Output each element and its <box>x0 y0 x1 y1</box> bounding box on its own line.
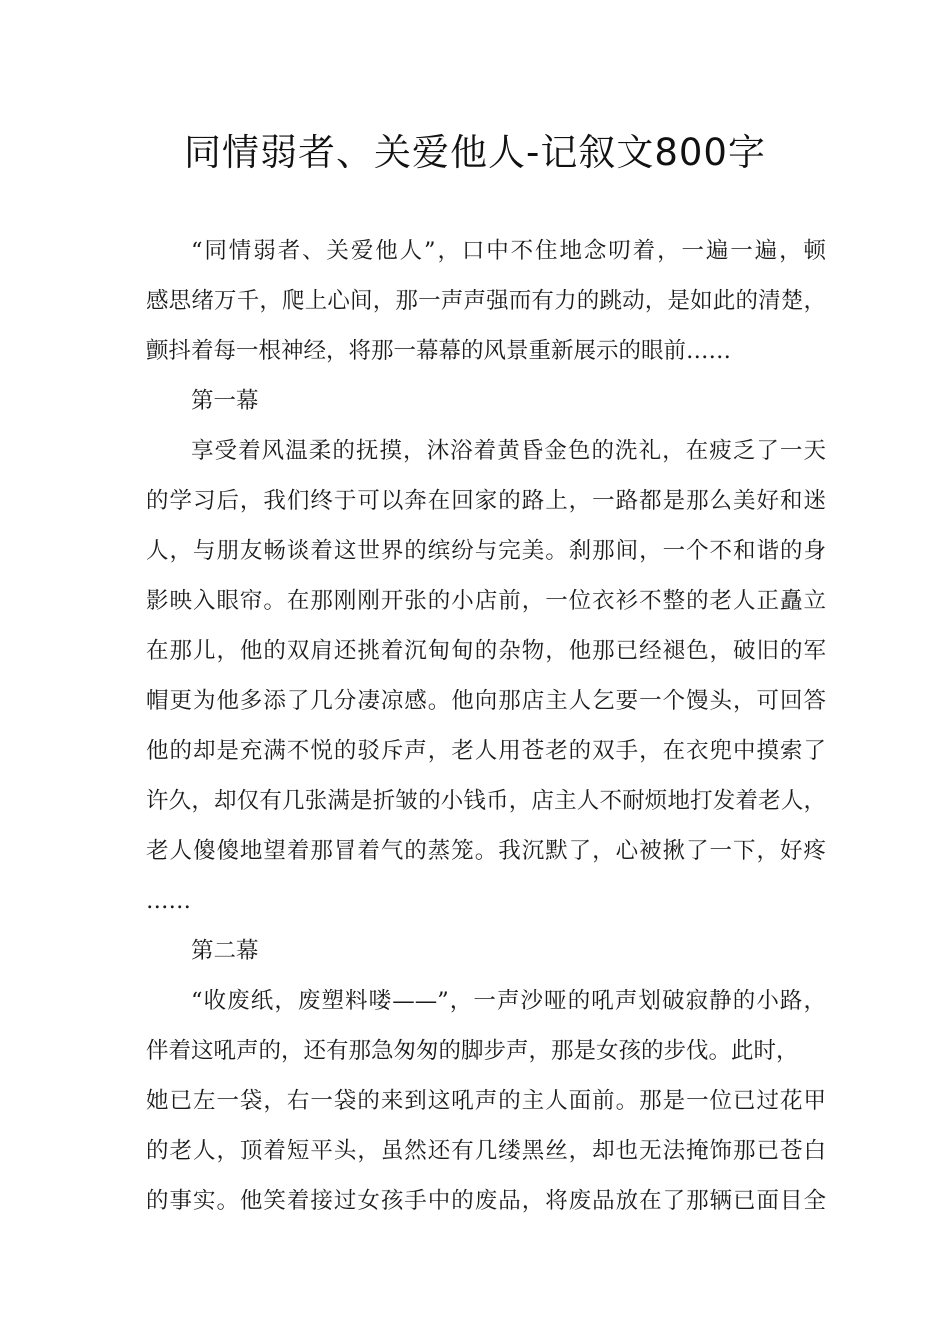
text-line: 他的却是充满不悦的驳斥声，老人用苍老的双手，在衣兜中摸索了 <box>146 738 826 764</box>
text-line: 第一幕 <box>191 388 259 414</box>
text-line: “收废纸，废塑料喽——”，一声沙哑的吼声划破寂静的小路， <box>191 988 826 1014</box>
text-line: 许久，却仅有几张满是折皱的小钱币，店主人不耐烦地打发着老人， <box>146 788 826 814</box>
document-title: 同情弱者、关爱他人-记叙文800字 <box>184 131 766 174</box>
text-line: 的学习后，我们终于可以奔在回家的路上，一路都是那么美好和迷 <box>146 488 826 514</box>
text-line: 影映入眼帘。在那刚刚开张的小店前，一位衣衫不整的老人正矗立 <box>146 588 826 614</box>
text-line: 伴着这吼声的，还有那急匆匆的脚步声，那是女孩的步伐。此时， <box>146 1038 799 1064</box>
text-line: 帽更为他多添了几分凄凉感。他向那店主人乞要一个馒头，可回答 <box>146 688 826 714</box>
text-line: 享受着风温柔的抚摸，沐浴着黄昏金色的洗礼，在疲乏了一天 <box>191 438 826 464</box>
document-body <box>146 226 826 1226</box>
text-line: 在那儿，他的双肩还挑着沉甸甸的杂物，他那已经褪色，破旧的军 <box>146 638 826 664</box>
text-line: …… <box>146 888 191 914</box>
text-line: 第二幕 <box>191 938 259 964</box>
text-line: 感思绪万千，爬上心间，那一声声强而有力的跳动，是如此的清楚， <box>146 288 826 314</box>
text-line: “同情弱者、关爱他人”，口中不住地念叨着，一遍一遍，顿 <box>191 238 826 264</box>
text-line: 老人傻傻地望着那冒着气的蒸笼。我沉默了，心被揪了一下，好疼 <box>146 838 826 864</box>
text-line: 的老人，顶着短平头，虽然还有几缕黑丝，却也无法掩饰那已苍白 <box>146 1138 826 1164</box>
text-line: 颤抖着每一根神经，将那一幕幕的风景重新展示的眼前…… <box>146 338 732 364</box>
text-line: 的事实。他笑着接过女孩手中的废品，将废品放在了那辆已面目全 <box>146 1188 826 1214</box>
text-line: 她已左一袋，右一袋的来到这吼声的主人面前。那是一位已过花甲 <box>146 1088 826 1114</box>
text-line: 人，与朋友畅谈着这世界的缤纷与完美。刹那间，一个不和谐的身 <box>146 538 826 564</box>
